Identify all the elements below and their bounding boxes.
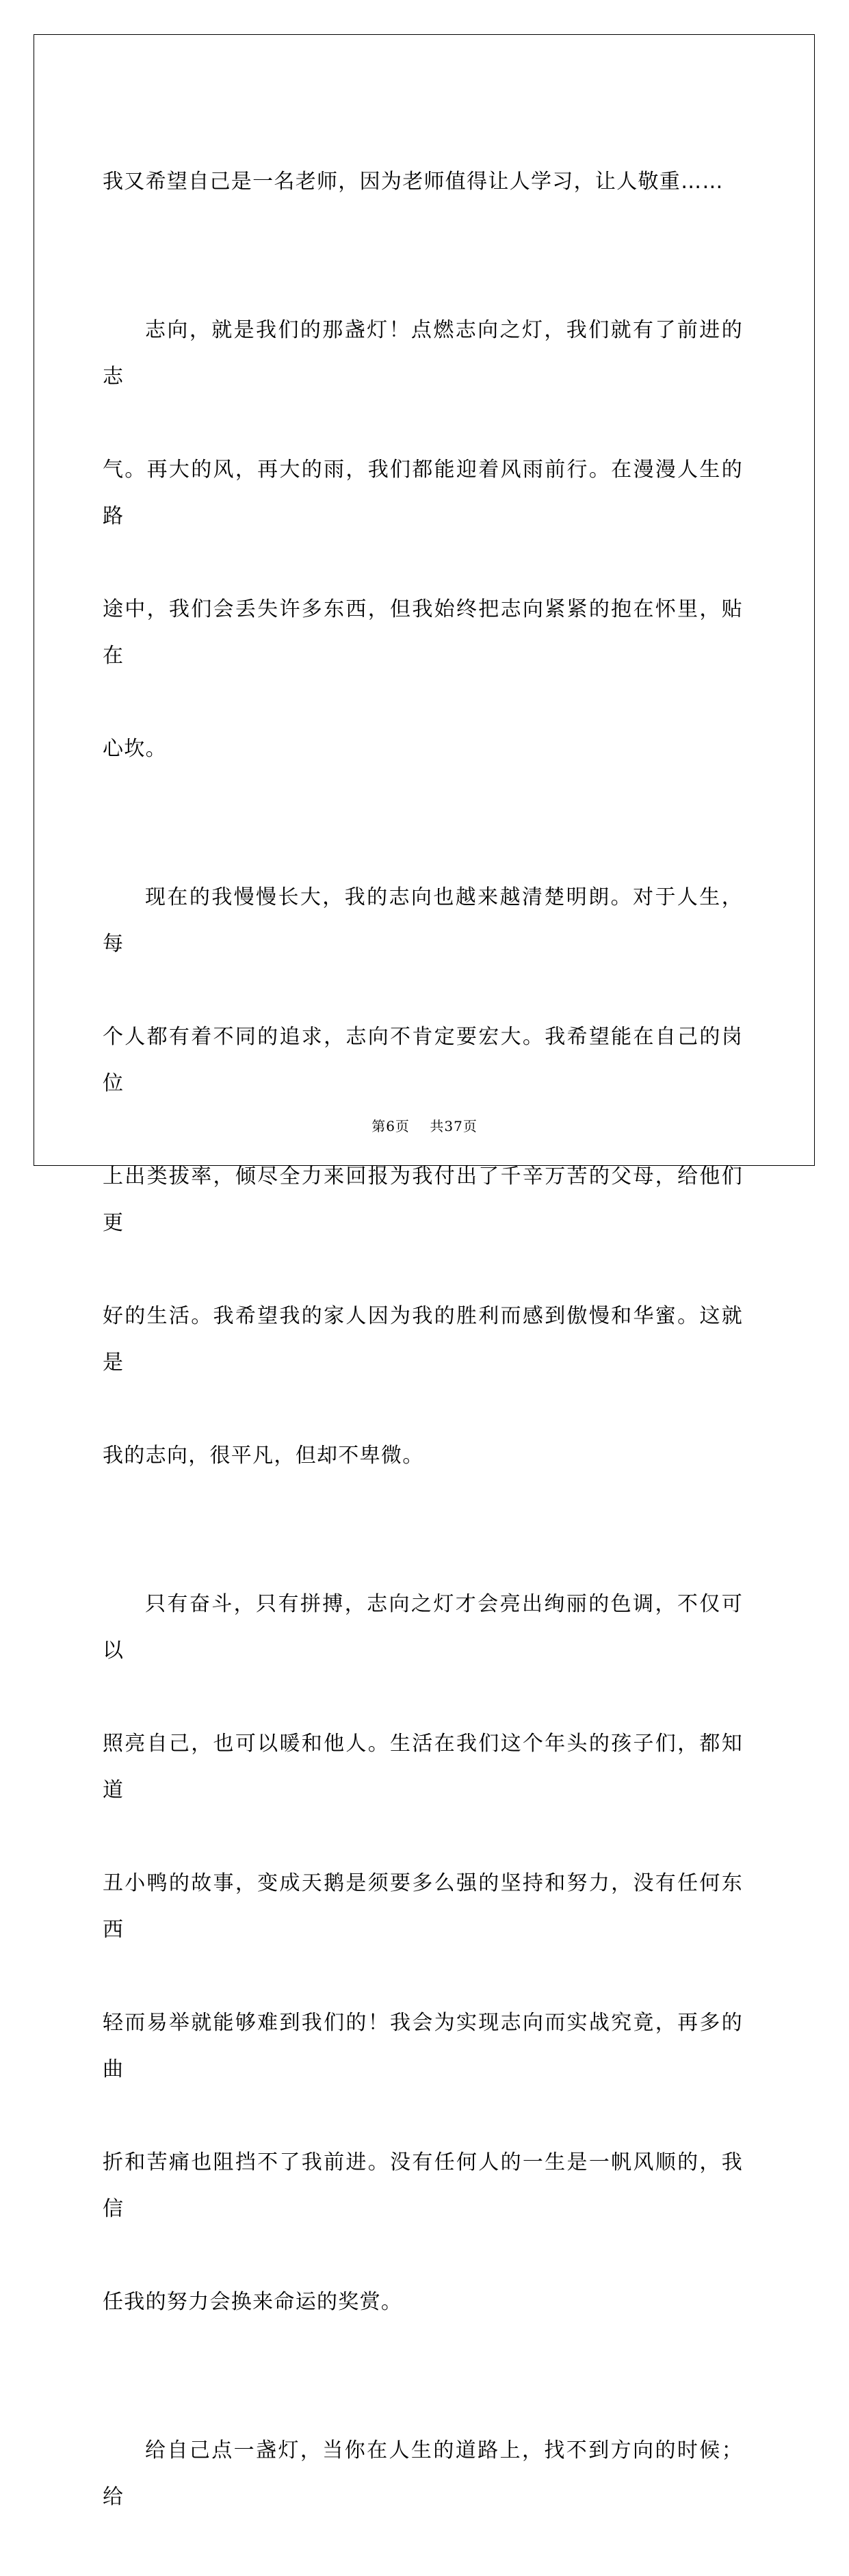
text-line: 心坎。 bbox=[103, 737, 167, 761]
text-line: 我的志向，很平凡，但却不卑微。 bbox=[103, 1444, 424, 1468]
page-number: 6 bbox=[386, 1118, 395, 1134]
text-line: 轻而易举就能够难到我们的！我会为实现志向而实战究竟，再多的曲 bbox=[103, 2011, 743, 2081]
paragraph-2 bbox=[103, 261, 743, 819]
total-suffix: 页 bbox=[462, 1118, 478, 1134]
text-line: 现在的我慢慢长大，我的志向也越来越清楚明朗。对于人生，每 bbox=[103, 885, 743, 956]
text-line: 气。再大的风，再大的雨，我们都能迎着风雨前行。在漫漫人生的路 bbox=[103, 458, 743, 528]
text-line: 折和苦痛也阻挡不了我前进。没有任何人的一生是一帆风顺的，我信 bbox=[103, 2150, 743, 2221]
text-line: 给自己点一盏灯，当你在人生的道路上，找不到方向的时候；给 bbox=[103, 2438, 743, 2509]
text-line: 我又希望自己是一名老师，因为老师值得让人学习，让人敬重…… bbox=[103, 170, 724, 194]
total-prefix: 共 bbox=[430, 1118, 445, 1134]
document-body bbox=[103, 112, 743, 2576]
text-line: 途中，我们会丢失许多东西，但我始终把志向紧紧的抱在怀里，贴在 bbox=[103, 597, 743, 668]
text-line: 只有奋斗，只有拼搏，志向之灯才会亮出绚丽的色调，不仅可以 bbox=[103, 1592, 743, 1663]
paragraph-3 bbox=[103, 828, 743, 1526]
paragraph-4 bbox=[103, 1535, 743, 2372]
text-line: 任我的努力会换来命运的奖赏。 bbox=[103, 2290, 403, 2314]
total-pages: 37 bbox=[444, 1118, 463, 1134]
text-line: 上出类拔率，倾尽全力来回报为我付出了千辛万苦的父母，给他们更 bbox=[103, 1165, 743, 1235]
text-line: 丑小鸭的故事，变成天鹅是须要多么强的坚持和努力，没有任何东西 bbox=[103, 1871, 743, 1942]
text-line: 个人都有着不同的追求，志向不肯定要宏大。我希望能在自己的岗位 bbox=[103, 1025, 743, 1095]
paragraph-1 bbox=[103, 112, 743, 252]
text-line: 照亮自己，也可以暖和他人。生活在我们这个年头的孩子们，都知道 bbox=[103, 1732, 743, 1802]
paragraph-5 bbox=[103, 2381, 743, 2567]
text-line: 志向，就是我们的那盏灯！点燃志向之灯，我们就有了前进的志 bbox=[103, 318, 743, 389]
page-label-prefix: 第 bbox=[371, 1118, 387, 1134]
page-label-suffix: 页 bbox=[395, 1118, 410, 1134]
page-footer bbox=[0, 1115, 849, 1135]
text-line: 好的生活。我希望我的家人因为我的胜利而感到傲慢和华蜜。这就是 bbox=[103, 1304, 743, 1375]
